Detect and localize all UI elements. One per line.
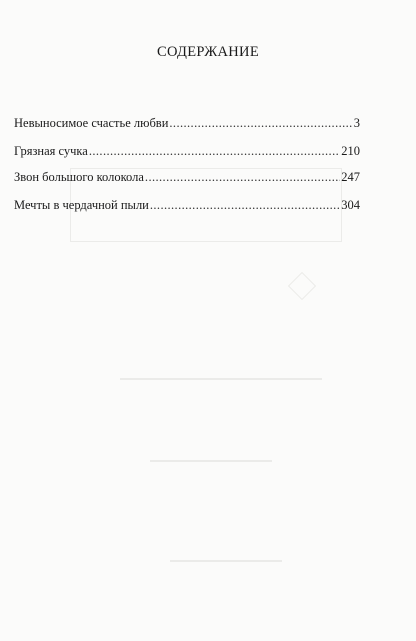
toc-entry <box>14 144 360 162</box>
toc-leader-dots <box>145 170 340 185</box>
bleed-through-mark <box>288 272 316 300</box>
bleed-through-line <box>120 378 322 380</box>
toc-entry <box>14 198 360 216</box>
toc-entry-title: Невыносимое счастье любви <box>14 116 169 130</box>
toc-entry-page: 3 <box>353 116 360 130</box>
toc-entry-page: 247 <box>341 170 360 184</box>
toc-leader-dots <box>169 116 352 131</box>
toc-entry-title: Звон большого колокола <box>14 170 144 184</box>
toc-entry-page: 304 <box>341 198 360 212</box>
bleed-through-line <box>170 560 282 562</box>
toc-entry-page: 210 <box>341 144 360 158</box>
toc-entry-title: Мечты в чердачной пыли <box>14 198 149 212</box>
toc-entry <box>14 116 360 134</box>
toc-leader-dots <box>150 198 340 213</box>
toc-entry <box>14 170 360 188</box>
page-title: СОДЕРЖАНИЕ <box>157 44 259 60</box>
bleed-through-line <box>150 460 272 462</box>
toc-leader-dots <box>89 144 340 159</box>
toc-entry-title: Грязная сучка <box>14 144 88 158</box>
